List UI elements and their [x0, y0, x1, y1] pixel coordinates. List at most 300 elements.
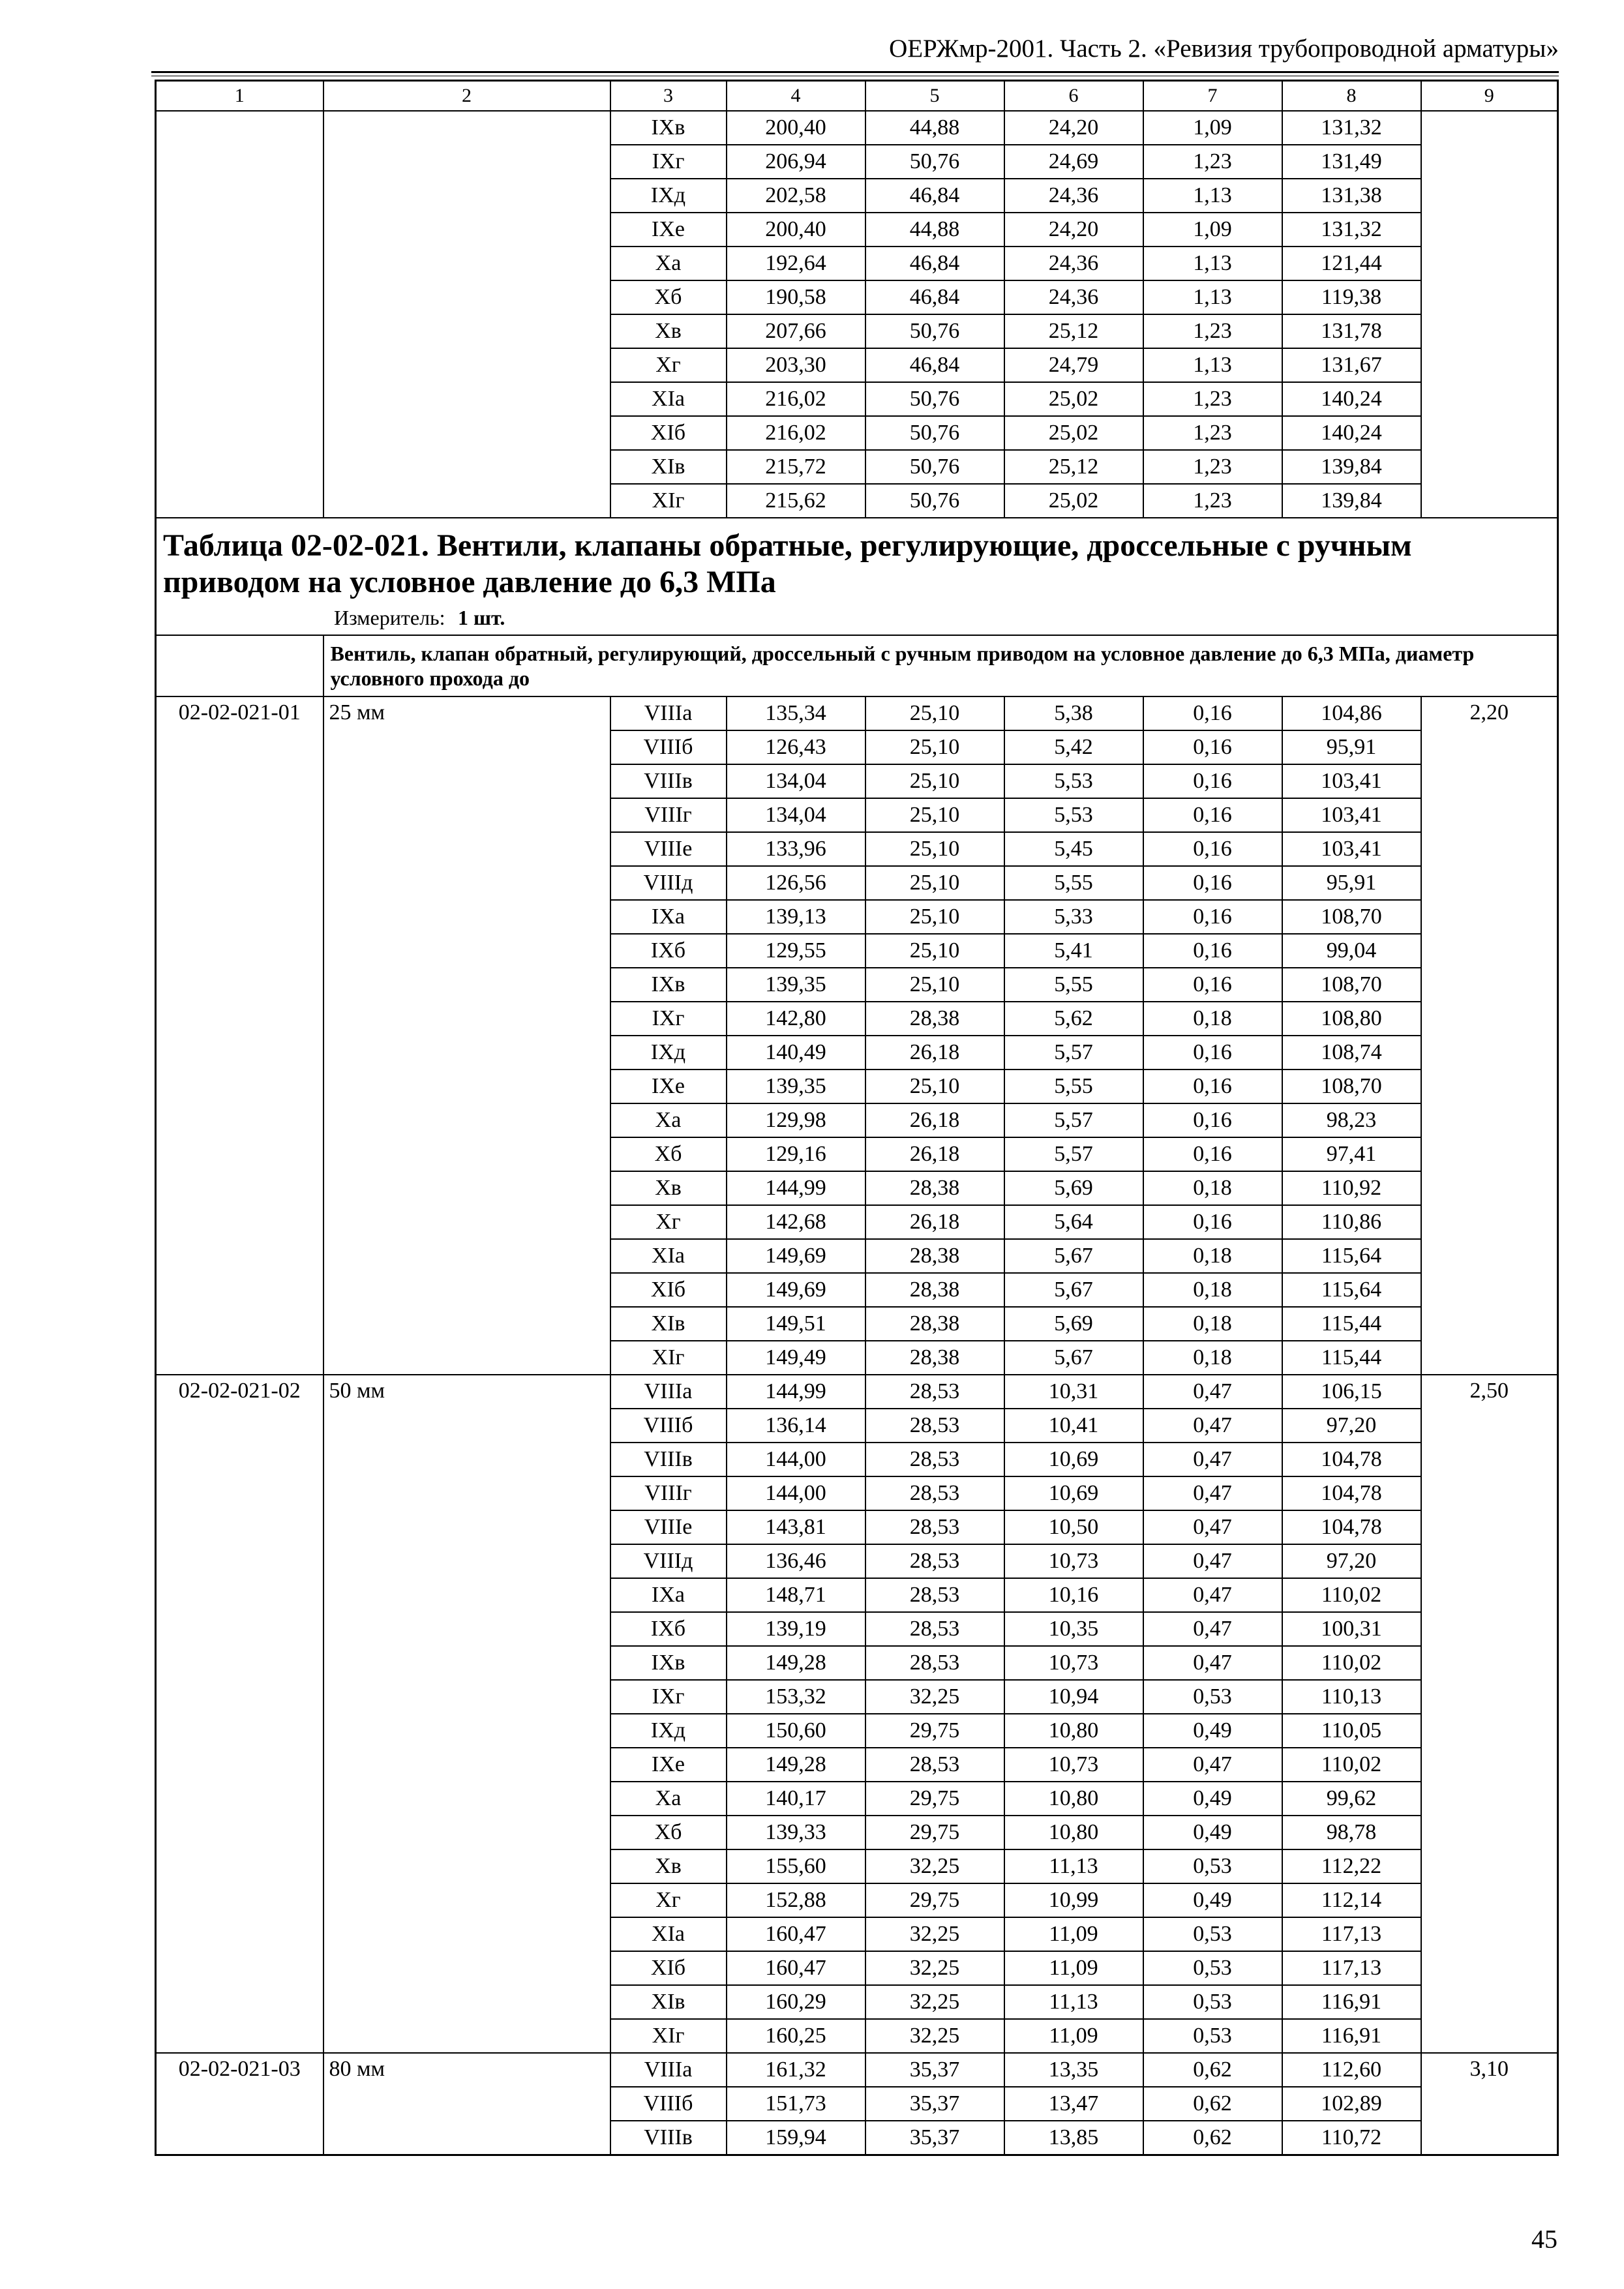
col7-cell: 1,23	[1143, 145, 1282, 179]
col7-cell: 1,13	[1143, 348, 1282, 382]
col6-cell: 25,12	[1004, 450, 1143, 484]
table-title: Таблица 02-02-021. Вентили, клапаны обратные, регулирующие, дроссельные с ручным приводом на условное давление до 6,3 МПа	[163, 528, 1412, 599]
col7-cell: 0,62	[1143, 2121, 1282, 2155]
class-cell: XIв	[610, 1307, 727, 1341]
col7-cell: 0,18	[1143, 1341, 1282, 1375]
col4-cell: 215,72	[727, 450, 865, 484]
col6-cell: 13,35	[1004, 2053, 1143, 2087]
class-cell: VIIIа	[610, 1375, 727, 1409]
col5-cell: 46,84	[865, 348, 1004, 382]
col8-cell: 108,70	[1282, 1070, 1421, 1103]
col7-cell: 1,23	[1143, 450, 1282, 484]
page-number: 45	[1531, 2224, 1557, 2254]
col5-cell: 25,10	[865, 1070, 1004, 1103]
col8-cell: 131,49	[1282, 145, 1421, 179]
col6-cell: 11,13	[1004, 1985, 1143, 2019]
col5-cell: 28,53	[865, 1375, 1004, 1409]
col5-cell: 28,53	[865, 1409, 1004, 1443]
col8-cell: 117,13	[1282, 1951, 1421, 1985]
col8-cell: 119,38	[1282, 280, 1421, 314]
class-cell: Xа	[610, 1782, 727, 1816]
col4-cell: 149,69	[727, 1239, 865, 1273]
col8-cell: 112,60	[1282, 2053, 1421, 2087]
class-cell: VIIIг	[610, 1476, 727, 1510]
col6-cell: 24,69	[1004, 145, 1143, 179]
col8-cell: 104,78	[1282, 1476, 1421, 1510]
class-cell: Xа	[610, 1103, 727, 1137]
class-cell: IXе	[610, 213, 727, 247]
class-cell: VIIIе	[610, 1510, 727, 1544]
code-cell: 02-02-021-01	[156, 696, 323, 1375]
column-number: 4	[727, 81, 865, 112]
col5-cell: 35,37	[865, 2053, 1004, 2087]
col5-cell: 32,25	[865, 1917, 1004, 1951]
col6-cell: 5,42	[1004, 730, 1143, 764]
class-cell: IXе	[610, 1070, 727, 1103]
col8-cell: 140,24	[1282, 382, 1421, 416]
col4-cell: 139,35	[727, 968, 865, 1002]
col7-cell: 0,53	[1143, 1985, 1282, 2019]
col6-cell: 24,79	[1004, 348, 1143, 382]
col4-cell: 129,98	[727, 1103, 865, 1137]
col4-cell: 133,96	[727, 832, 865, 866]
col5-cell: 35,37	[865, 2087, 1004, 2121]
column-number: 9	[1421, 81, 1558, 112]
column-number: 3	[610, 81, 727, 112]
col6-cell: 5,38	[1004, 696, 1143, 730]
col6-cell: 13,85	[1004, 2121, 1143, 2155]
col4-cell: 140,49	[727, 1036, 865, 1070]
description-empty	[156, 635, 323, 696]
col5-cell: 46,84	[865, 179, 1004, 213]
class-cell: VIIIб	[610, 730, 727, 764]
col4-cell: 136,46	[727, 1544, 865, 1578]
col7-cell: 0,16	[1143, 730, 1282, 764]
col4-cell: 139,13	[727, 900, 865, 934]
col8-cell: 110,72	[1282, 2121, 1421, 2155]
class-cell: Xв	[610, 1849, 727, 1883]
col5-cell: 50,76	[865, 314, 1004, 348]
col6-cell: 11,09	[1004, 2019, 1143, 2053]
col5-cell: 28,53	[865, 1544, 1004, 1578]
col8-cell: 115,44	[1282, 1307, 1421, 1341]
col6-cell: 5,57	[1004, 1137, 1143, 1171]
col4-cell: 192,64	[727, 247, 865, 280]
col5-cell: 29,75	[865, 1883, 1004, 1917]
col5-cell: 32,25	[865, 1849, 1004, 1883]
col7-cell: 0,53	[1143, 1951, 1282, 1985]
col5-cell: 25,10	[865, 696, 1004, 730]
col6-cell: 10,73	[1004, 1748, 1143, 1782]
col4-cell: 129,55	[727, 934, 865, 968]
column-number: 1	[156, 81, 323, 112]
col6-cell: 25,12	[1004, 314, 1143, 348]
col4-cell: 159,94	[727, 2121, 865, 2155]
col8-cell: 131,32	[1282, 111, 1421, 145]
class-cell: IXв	[610, 968, 727, 1002]
col8-cell: 110,02	[1282, 1646, 1421, 1680]
col4-cell: 155,60	[727, 1849, 865, 1883]
col7-cell: 0,62	[1143, 2087, 1282, 2121]
col6-cell: 5,67	[1004, 1239, 1143, 1273]
col7-cell: 1,23	[1143, 484, 1282, 518]
col7-cell: 1,23	[1143, 314, 1282, 348]
col5-cell: 25,10	[865, 968, 1004, 1002]
col7-cell: 0,47	[1143, 1544, 1282, 1578]
column-number: 7	[1143, 81, 1282, 112]
col6-cell: 5,67	[1004, 1273, 1143, 1307]
col4-cell: 200,40	[727, 111, 865, 145]
description-cell: Вентиль, клапан обратный, регулирующий, дроссельный с ручным приводом на условное давление до 6,3 МПа, диаметр условного прохода до	[323, 635, 1558, 696]
col4-cell: 139,19	[727, 1612, 865, 1646]
col5-cell: 26,18	[865, 1103, 1004, 1137]
col6-cell: 25,02	[1004, 484, 1143, 518]
col7-cell: 1,13	[1143, 247, 1282, 280]
col4-cell: 134,04	[727, 764, 865, 798]
class-cell: IXв	[610, 1646, 727, 1680]
col6-cell: 10,80	[1004, 1816, 1143, 1849]
col4-cell: 142,68	[727, 1205, 865, 1239]
col7-cell: 1,13	[1143, 280, 1282, 314]
col5-cell: 26,18	[865, 1137, 1004, 1171]
code-cell: 02-02-021-03	[156, 2053, 323, 2155]
column-number: 6	[1004, 81, 1143, 112]
col4-cell: 134,04	[727, 798, 865, 832]
col8-cell: 131,32	[1282, 213, 1421, 247]
col6-cell: 11,09	[1004, 1917, 1143, 1951]
measure-label: Измеритель:	[334, 606, 445, 629]
col4-cell: 129,16	[727, 1137, 865, 1171]
col6-cell: 5,57	[1004, 1036, 1143, 1070]
col8-cell: 106,15	[1282, 1375, 1421, 1409]
col5-cell: 28,53	[865, 1443, 1004, 1476]
col7-cell: 0,16	[1143, 798, 1282, 832]
col6-cell: 5,57	[1004, 1103, 1143, 1137]
code-cell: 02-02-021-02	[156, 1375, 323, 2053]
col6-cell: 5,55	[1004, 968, 1143, 1002]
col4-cell: 149,28	[727, 1748, 865, 1782]
col6-cell: 5,53	[1004, 798, 1143, 832]
col7-cell: 0,18	[1143, 1171, 1282, 1205]
col5-cell: 28,53	[865, 1510, 1004, 1544]
col6-cell: 5,69	[1004, 1307, 1143, 1341]
class-cell: VIIIб	[610, 2087, 727, 2121]
column-number: 8	[1282, 81, 1421, 112]
col7-cell: 0,53	[1143, 1849, 1282, 1883]
col9-cell	[1421, 111, 1558, 518]
class-cell: XIг	[610, 1341, 727, 1375]
col7-cell: 1,23	[1143, 416, 1282, 450]
class-cell: VIIIа	[610, 696, 727, 730]
col6-cell: 10,80	[1004, 1714, 1143, 1748]
class-cell: XIа	[610, 382, 727, 416]
col8-cell: 115,64	[1282, 1239, 1421, 1273]
class-cell: Xг	[610, 1205, 727, 1239]
col7-cell: 0,53	[1143, 2019, 1282, 2053]
class-cell: Xв	[610, 1171, 727, 1205]
class-cell: Xа	[610, 247, 727, 280]
col6-cell: 24,36	[1004, 179, 1143, 213]
col5-cell: 25,10	[865, 798, 1004, 832]
col8-cell: 103,41	[1282, 798, 1421, 832]
col8-cell: 108,80	[1282, 1002, 1421, 1036]
col6-cell: 10,80	[1004, 1782, 1143, 1816]
col5-cell: 32,25	[865, 1951, 1004, 1985]
col4-cell: 190,58	[727, 280, 865, 314]
col4-cell: 144,00	[727, 1443, 865, 1476]
col9-cell: 2,50	[1421, 1375, 1558, 2053]
class-cell: VIIIд	[610, 866, 727, 900]
class-cell: XIв	[610, 1985, 727, 2019]
col8-cell: 97,41	[1282, 1137, 1421, 1171]
table-row	[156, 1375, 1558, 1409]
table-title-cell	[156, 518, 1558, 635]
col6-cell: 25,02	[1004, 382, 1143, 416]
col5-cell: 25,10	[865, 730, 1004, 764]
col6-cell: 10,41	[1004, 1409, 1143, 1443]
diameter-cell	[323, 111, 610, 518]
col6-cell: 10,73	[1004, 1544, 1143, 1578]
table-row	[156, 111, 1558, 145]
col6-cell: 11,09	[1004, 1951, 1143, 1985]
col8-cell: 139,84	[1282, 450, 1421, 484]
col9-cell: 2,20	[1421, 696, 1558, 1375]
col4-cell: 160,29	[727, 1985, 865, 2019]
col5-cell: 32,25	[865, 2019, 1004, 2053]
code-cell	[156, 111, 323, 518]
class-cell: IXб	[610, 1612, 727, 1646]
col6-cell: 10,50	[1004, 1510, 1143, 1544]
col5-cell: 25,10	[865, 900, 1004, 934]
col4-cell: 144,00	[727, 1476, 865, 1510]
class-cell: IXд	[610, 1714, 727, 1748]
diameter-cell: 25 мм	[323, 696, 610, 1375]
col8-cell: 102,89	[1282, 2087, 1421, 2121]
col5-cell: 28,53	[865, 1476, 1004, 1510]
col7-cell: 1,23	[1143, 382, 1282, 416]
col5-cell: 46,84	[865, 247, 1004, 280]
col8-cell: 131,38	[1282, 179, 1421, 213]
col4-cell: 216,02	[727, 416, 865, 450]
col5-cell: 44,88	[865, 111, 1004, 145]
col6-cell: 5,45	[1004, 832, 1143, 866]
col7-cell: 1,13	[1143, 179, 1282, 213]
col6-cell: 10,69	[1004, 1443, 1143, 1476]
col7-cell: 0,16	[1143, 1070, 1282, 1103]
class-cell: IXа	[610, 1578, 727, 1612]
measure-value: 1 шт.	[458, 606, 505, 629]
col7-cell: 0,49	[1143, 1782, 1282, 1816]
col7-cell: 0,47	[1143, 1646, 1282, 1680]
col5-cell: 29,75	[865, 1782, 1004, 1816]
class-cell: IXв	[610, 111, 727, 145]
col4-cell: 140,17	[727, 1782, 865, 1816]
col5-cell: 25,10	[865, 764, 1004, 798]
col4-cell: 126,56	[727, 866, 865, 900]
col9-cell: 3,10	[1421, 2053, 1558, 2155]
col7-cell: 0,62	[1143, 2053, 1282, 2087]
col6-cell: 24,20	[1004, 111, 1143, 145]
col5-cell: 44,88	[865, 213, 1004, 247]
col8-cell: 97,20	[1282, 1409, 1421, 1443]
col4-cell: 149,28	[727, 1646, 865, 1680]
col8-cell: 112,22	[1282, 1849, 1421, 1883]
col8-cell: 98,78	[1282, 1816, 1421, 1849]
col8-cell: 108,74	[1282, 1036, 1421, 1070]
col8-cell: 99,04	[1282, 934, 1421, 968]
class-cell: IXг	[610, 145, 727, 179]
col6-cell: 24,20	[1004, 213, 1143, 247]
class-cell: XIг	[610, 2019, 727, 2053]
col7-cell: 0,16	[1143, 1137, 1282, 1171]
col5-cell: 50,76	[865, 382, 1004, 416]
col4-cell: 203,30	[727, 348, 865, 382]
col6-cell: 5,33	[1004, 900, 1143, 934]
col7-cell: 0,49	[1143, 1714, 1282, 1748]
col8-cell: 139,84	[1282, 484, 1421, 518]
col8-cell: 97,20	[1282, 1544, 1421, 1578]
col7-cell: 1,09	[1143, 111, 1282, 145]
col4-cell: 126,43	[727, 730, 865, 764]
col7-cell: 0,47	[1143, 1578, 1282, 1612]
header-rule	[151, 71, 1559, 73]
col4-cell: 135,34	[727, 696, 865, 730]
col4-cell: 153,32	[727, 1680, 865, 1714]
col5-cell: 35,37	[865, 2121, 1004, 2155]
col8-cell: 104,86	[1282, 696, 1421, 730]
col5-cell: 26,18	[865, 1205, 1004, 1239]
col6-cell: 5,41	[1004, 934, 1143, 968]
col7-cell: 0,16	[1143, 900, 1282, 934]
class-cell: VIIIе	[610, 832, 727, 866]
col4-cell: 207,66	[727, 314, 865, 348]
col6-cell: 5,69	[1004, 1171, 1143, 1205]
col7-cell: 0,16	[1143, 866, 1282, 900]
class-cell: VIIIб	[610, 1409, 727, 1443]
col8-cell: 98,23	[1282, 1103, 1421, 1137]
col4-cell: 139,35	[727, 1070, 865, 1103]
col7-cell: 0,18	[1143, 1307, 1282, 1341]
table-row	[156, 2053, 1558, 2087]
col7-cell: 1,09	[1143, 213, 1282, 247]
table-title-row	[156, 518, 1558, 635]
col6-cell: 10,16	[1004, 1578, 1143, 1612]
col6-cell: 11,13	[1004, 1849, 1143, 1883]
col7-cell: 0,47	[1143, 1748, 1282, 1782]
col8-cell: 116,91	[1282, 1985, 1421, 2019]
measure-row	[163, 606, 1550, 630]
col7-cell: 0,47	[1143, 1476, 1282, 1510]
col7-cell: 0,49	[1143, 1816, 1282, 1849]
col4-cell: 139,33	[727, 1816, 865, 1849]
column-number: 5	[865, 81, 1004, 112]
col8-cell: 100,31	[1282, 1612, 1421, 1646]
col7-cell: 0,47	[1143, 1409, 1282, 1443]
col6-cell: 5,55	[1004, 866, 1143, 900]
col8-cell: 121,44	[1282, 247, 1421, 280]
col5-cell: 28,53	[865, 1748, 1004, 1782]
col7-cell: 0,16	[1143, 968, 1282, 1002]
class-cell: Xб	[610, 280, 727, 314]
class-cell: Xг	[610, 348, 727, 382]
class-cell: Xв	[610, 314, 727, 348]
table-row	[156, 696, 1558, 730]
col6-cell: 10,99	[1004, 1883, 1143, 1917]
diameter-cell: 80 мм	[323, 2053, 610, 2155]
col8-cell: 117,13	[1282, 1917, 1421, 1951]
class-cell: IXд	[610, 179, 727, 213]
class-cell: VIIIв	[610, 2121, 727, 2155]
col5-cell: 28,38	[865, 1002, 1004, 1036]
class-cell: XIа	[610, 1917, 727, 1951]
col6-cell: 25,02	[1004, 416, 1143, 450]
col5-cell: 25,10	[865, 866, 1004, 900]
col8-cell: 104,78	[1282, 1510, 1421, 1544]
class-cell: XIб	[610, 1951, 727, 1985]
col5-cell: 28,53	[865, 1578, 1004, 1612]
col7-cell: 0,47	[1143, 1443, 1282, 1476]
col8-cell: 110,92	[1282, 1171, 1421, 1205]
class-cell: XIг	[610, 484, 727, 518]
description-row	[156, 635, 1558, 696]
col6-cell: 5,64	[1004, 1205, 1143, 1239]
class-cell: IXе	[610, 1748, 727, 1782]
class-cell: VIIIв	[610, 1443, 727, 1476]
col4-cell: 202,58	[727, 179, 865, 213]
class-cell: IXг	[610, 1680, 727, 1714]
col6-cell: 13,47	[1004, 2087, 1143, 2121]
col8-cell: 95,91	[1282, 866, 1421, 900]
col7-cell: 0,16	[1143, 934, 1282, 968]
col8-cell: 110,02	[1282, 1578, 1421, 1612]
col5-cell: 50,76	[865, 416, 1004, 450]
col7-cell: 0,47	[1143, 1510, 1282, 1544]
col7-cell: 0,18	[1143, 1273, 1282, 1307]
class-cell: XIа	[610, 1239, 727, 1273]
col7-cell: 0,16	[1143, 1036, 1282, 1070]
col5-cell: 50,76	[865, 484, 1004, 518]
col8-cell: 140,24	[1282, 416, 1421, 450]
col8-cell: 131,78	[1282, 314, 1421, 348]
col6-cell: 10,94	[1004, 1680, 1143, 1714]
col8-cell: 112,14	[1282, 1883, 1421, 1917]
class-cell: IXб	[610, 934, 727, 968]
col6-cell: 10,69	[1004, 1476, 1143, 1510]
col5-cell: 25,10	[865, 832, 1004, 866]
col4-cell: 149,51	[727, 1307, 865, 1341]
col7-cell: 0,16	[1143, 696, 1282, 730]
class-cell: XIб	[610, 416, 727, 450]
col6-cell: 10,73	[1004, 1646, 1143, 1680]
col4-cell: 142,80	[727, 1002, 865, 1036]
class-cell: VIIIг	[610, 798, 727, 832]
class-cell: VIIIа	[610, 2053, 727, 2087]
col4-cell: 148,71	[727, 1578, 865, 1612]
col5-cell: 28,38	[865, 1239, 1004, 1273]
col4-cell: 216,02	[727, 382, 865, 416]
col4-cell: 152,88	[727, 1883, 865, 1917]
col6-cell: 10,31	[1004, 1375, 1143, 1409]
col4-cell: 160,47	[727, 1951, 865, 1985]
col5-cell: 50,76	[865, 450, 1004, 484]
column-number-row	[156, 81, 1558, 112]
col5-cell: 25,10	[865, 934, 1004, 968]
col6-cell: 5,55	[1004, 1070, 1143, 1103]
col8-cell: 104,78	[1282, 1443, 1421, 1476]
col4-cell: 150,60	[727, 1714, 865, 1748]
col7-cell: 0,18	[1143, 1239, 1282, 1273]
class-cell: Xб	[610, 1137, 727, 1171]
